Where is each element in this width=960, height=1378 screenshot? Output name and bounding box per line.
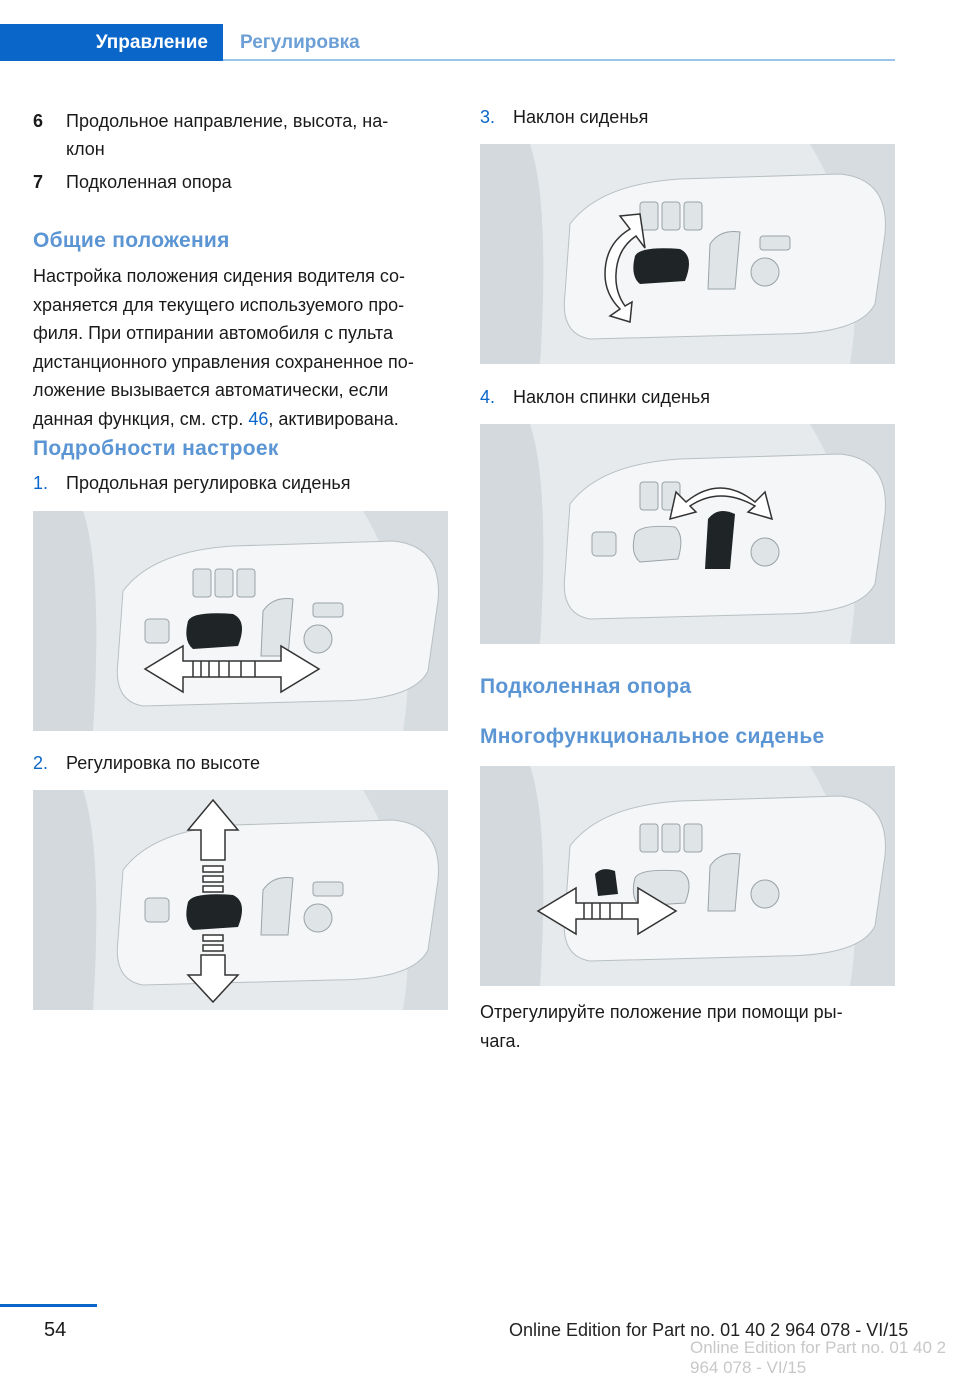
heading-multifunction-seat: Многофункциональное сиденье	[480, 725, 825, 748]
step-number: 3.	[480, 107, 496, 127]
seat-tilt-image	[480, 144, 895, 364]
text-line: Отрегулируйте положение при помощи ры‐	[480, 1002, 843, 1022]
header-bar	[0, 0, 895, 62]
text-line-last	[33, 405, 453, 434]
item-text: Подколенная опора	[66, 172, 232, 192]
item-text: клон	[66, 139, 105, 159]
tab-adjustment[interactable]: Регулировка	[240, 31, 360, 53]
step-number: 4.	[480, 387, 496, 407]
item-number: 6	[33, 111, 44, 131]
page-number: 54	[44, 1319, 67, 1341]
step-text: Наклон спинки сиденья	[513, 387, 711, 407]
step-number: 2.	[33, 753, 49, 773]
step-text: Регулировка по высоте	[66, 753, 260, 773]
text-before-link: данная функция, см. стр.	[33, 408, 249, 429]
item-number: 7	[33, 172, 44, 192]
text-line: филя. При отпирании автомобиля с пульта	[33, 323, 393, 343]
step-text: Наклон сиденья	[513, 107, 649, 127]
text-after-link: , активирована.	[268, 408, 399, 429]
heading-general: Общие положения	[33, 229, 230, 252]
step-number: 1.	[33, 473, 49, 493]
heading-knee-support: Подколенная опора	[480, 675, 692, 698]
paragraph-general	[33, 262, 453, 433]
page-link[interactable]: 46	[248, 408, 269, 429]
text-line: дистанционного управления сохраненное по‐	[33, 351, 414, 372]
text-line: чага.	[480, 1030, 521, 1051]
text-line: Настройка положения сидения водителя со‐	[33, 266, 406, 286]
seat-height-image	[33, 790, 448, 1010]
tab-control[interactable]: Управление	[0, 24, 223, 61]
item-text: Продольное направление, высота, на‐	[66, 111, 389, 131]
watermark: Online Edition for Part no. 01 40 2 964 078 - VI/15	[690, 1338, 947, 1377]
text-line: храняется для текущего используемого про‐	[33, 294, 405, 315]
step-text: Продольная регулировка сиденья	[66, 473, 351, 493]
edition-text: Online Edition for Part no. 01 40 2 964 078 - VI/15	[509, 1320, 909, 1340]
header-divider	[223, 59, 895, 61]
heading-details: Подробности настроек	[33, 437, 279, 460]
seat-longitudinal-image	[33, 511, 448, 731]
knee-support-image	[480, 766, 895, 986]
text-line: ложение вызывается автоматически, если	[33, 380, 389, 400]
paragraph-lever	[480, 998, 900, 1055]
backrest-tilt-image	[480, 424, 895, 644]
footer-accent-line	[0, 1304, 97, 1307]
